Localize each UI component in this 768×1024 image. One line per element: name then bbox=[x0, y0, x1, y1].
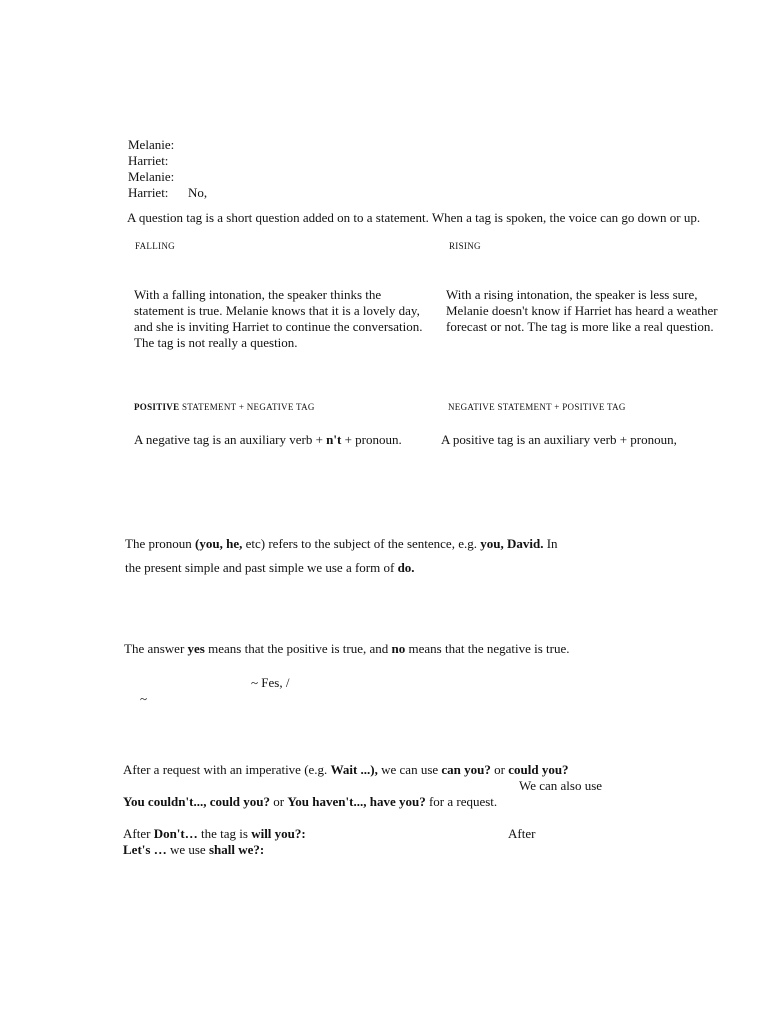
negative-tag-text bbox=[134, 432, 404, 448]
answer-b2: no bbox=[391, 641, 406, 656]
request-l3-b2: You haven't..., have you? bbox=[287, 794, 426, 809]
request-l4-p1: After bbox=[123, 826, 154, 841]
answer-p3: means that the negative is true. bbox=[405, 641, 570, 656]
positive-heading-rest: STATEMENT + NEGATIVE TAG bbox=[179, 402, 315, 412]
request-l3-p2: for a request. bbox=[425, 794, 498, 809]
request-l1-b1: Wait ...), bbox=[330, 762, 378, 777]
answer-p1: The answer bbox=[124, 641, 188, 656]
answer-b1: yes bbox=[187, 641, 205, 656]
pronoun-p3: In bbox=[543, 536, 558, 551]
speaker-melanie-1: Melanie: bbox=[128, 137, 175, 152]
negative-tag-post: + pronoun. bbox=[341, 432, 402, 447]
pronoun-line2-bold: do. bbox=[397, 560, 415, 575]
positive-tag-text: A positive tag is an auxiliary verb + pronoun, bbox=[441, 432, 677, 447]
positive-statement-heading bbox=[134, 399, 315, 415]
answer-p2: means that the positive is true, and bbox=[204, 641, 392, 656]
request-l1-p2: we can use bbox=[377, 762, 442, 777]
request-line-1 bbox=[123, 762, 569, 778]
pronoun-p2: etc) refers to the subject of the sentence, e.g. bbox=[242, 536, 481, 551]
request-l1-b2: can you? bbox=[441, 762, 491, 777]
pronoun-p1: The pronoun bbox=[125, 536, 196, 551]
falling-text: With a falling intonation, the speaker thinks the statement is true. Melanie knows that it is a lovely day, and she is inviting Harriet to continue the conversation. The tag is not really a question. bbox=[134, 287, 423, 350]
pronoun-b2: you, David. bbox=[480, 536, 544, 551]
speaker-melanie-2: Melanie: bbox=[128, 169, 175, 184]
request-line-2: We can also use bbox=[519, 778, 603, 793]
request-l5-p1: we use bbox=[166, 842, 209, 857]
request-l4-p2: the tag is bbox=[197, 826, 252, 841]
negative-statement-heading: NEGATIVE STATEMENT + POSITIVE TAG bbox=[448, 402, 626, 412]
speaker-harriet-1: Harriet: bbox=[128, 153, 169, 168]
request-l4-b1: Don't… bbox=[153, 826, 198, 841]
rising-text: With a rising intonation, the speaker is less sure, Melanie doesn't know if Harriet has heard a weather forecast or not. The tag is more like a real question. bbox=[446, 287, 718, 334]
dialogue-line-harriet-2: No, bbox=[188, 185, 208, 200]
request-l4-b2: will you?: bbox=[251, 826, 306, 841]
request-l1-p3: or bbox=[490, 762, 509, 777]
pronoun-line-2 bbox=[125, 560, 415, 576]
negative-tag-pre: A negative tag is an auxiliary verb + bbox=[134, 432, 327, 447]
request-l1-p1: After a request with an imperative (e.g. bbox=[123, 762, 331, 777]
falling-heading: FALLING bbox=[135, 241, 175, 251]
request-l3-b1: You couldn't..., could you? bbox=[123, 794, 271, 809]
request-l5-b2: shall we?: bbox=[208, 842, 265, 857]
pronoun-line-1 bbox=[125, 536, 558, 552]
negative-tag-bold: n't bbox=[326, 432, 342, 447]
speaker-harriet-2: Harriet: bbox=[128, 185, 169, 200]
answer-fragment-2: ~ bbox=[140, 691, 148, 706]
request-line-4 bbox=[123, 826, 306, 842]
request-line-5 bbox=[123, 842, 264, 858]
rising-heading: RISING bbox=[449, 241, 481, 251]
answer-line bbox=[124, 641, 570, 657]
answer-fragment-1: ~ Fes, / bbox=[251, 675, 290, 690]
request-line-4-after: After bbox=[508, 826, 536, 841]
pronoun-b1: (you, he, bbox=[195, 536, 243, 551]
pronoun-line2-pre: the present simple and past simple we use a form of bbox=[125, 560, 398, 575]
request-line-3 bbox=[123, 794, 497, 810]
intro-text: A question tag is a short question added on to a statement. When a tag is spoken, the voice can go down or up. bbox=[127, 210, 701, 225]
request-l1-b3: could you? bbox=[508, 762, 569, 777]
request-l5-b1: Let's … bbox=[123, 842, 167, 857]
request-l3-p1: or bbox=[270, 794, 288, 809]
positive-heading-bold: POSITIVE bbox=[134, 402, 180, 412]
